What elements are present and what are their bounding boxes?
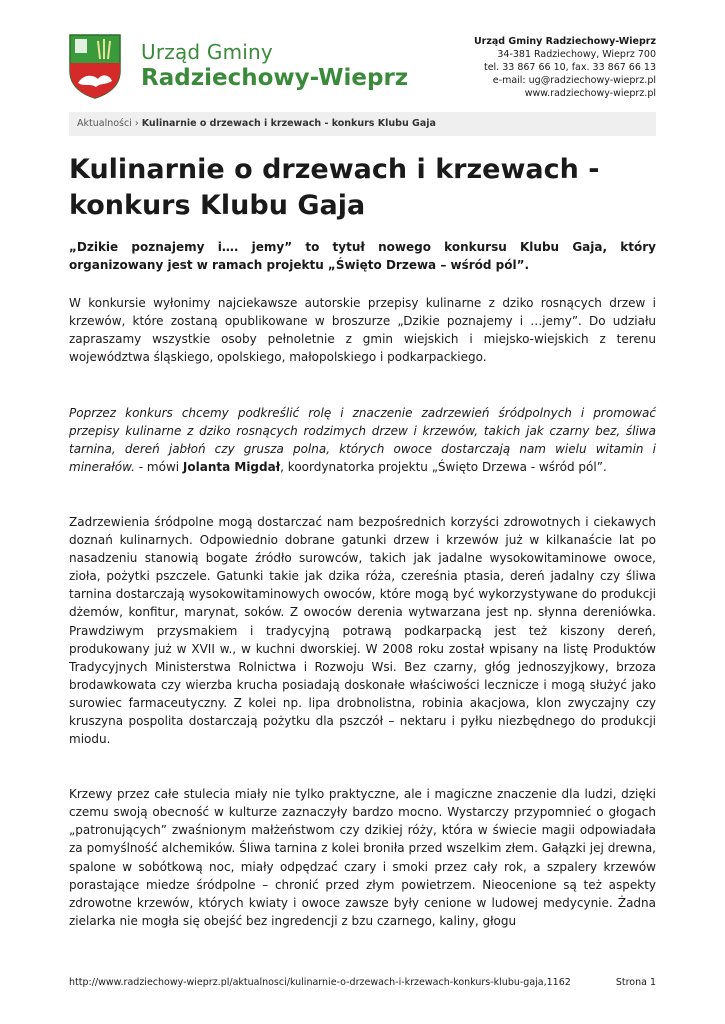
quote-text: Poprzez konkurs chcemy podkreślić rolę i znaczenie zadrzewień śródpolnych i promować przepisy kulinarne z dziko rosnących rodzimych drzew i krzewów, takich jak czarny bez, śliwa tarnina, dereń jabłoń czy grusza polna, których owoce dostarczają nam wielu witamin i minerałów. xyxy=(69,405,656,474)
contact-website[interactable]: www.radziechowy-wieprz.pl xyxy=(524,88,656,99)
breadcrumb xyxy=(69,112,656,136)
breadcrumb-separator: › xyxy=(134,118,139,129)
article-paragraph: W konkursie wyłonimy najciekawsze autorskie przepisy kulinarne z dziko rosnących drzew i krzewów, które zostaną opublikowane w broszurze „Dzikie poznajemy i …jemy”. Do udziału zapraszamy wszystkie osoby pełnoletnie z gmin wiejskich i miejsko-wiejskich z terenu województwa śląskiego, opolskiego, małopolskiego i podkarpackiego. xyxy=(69,296,656,365)
breadcrumb-parent-link[interactable]: Aktualności xyxy=(77,118,132,129)
coat-of-arms-icon xyxy=(68,33,122,99)
article-lead: „Dzikie poznajemy i…. jemy” to tytuł nowego konkursu Klubu Gaja, który organizowany jest w ramach projektu „Święto Drzewa – wśród pól”. xyxy=(69,240,656,273)
article-quote xyxy=(69,404,656,476)
contact-phone: tel. 33 867 66 10, fax. 33 867 66 13 xyxy=(483,62,656,73)
quote-author: Jolanta Migdał xyxy=(182,459,281,474)
site-logo[interactable] xyxy=(68,33,409,99)
quote-says: - mówi xyxy=(134,459,183,474)
contact-address: 34-381 Radziechowy, Wieprz 700 xyxy=(497,49,656,60)
article-paragraph: Zadrzewienia śródpolne mogą dostarczać nam bezpośrednich korzyści zdrowotnych i ciekawych doznań kulinarnych. Odpowiednio dobrane gatunki drzew i krzewów już w kilkanaście lat po nasadzeniu stanowią bogate źródło surowców, takich jak jadalne wysokowitaminowe owoce, zioła, pożytki pszczele. Gatunki takie jak dzika róża, czereśnia ptasia, dereń jadalny czy śliwa tarnina dostarczają wysokowitaminowych owoców, które mogą być wykorzystywane do produkcji dżemów, konfitur, marynat, soków. Z owoców derenia wytwarzana jest np. słynna dereniówka. Prawdziwym przysmakiem i tradycyjną potrawą podkarpacką jest też kiszony dereń, produkowany już w XVII w., w kuchni dworskiej. W 2008 roku został wpisany na listę Produktów Tradycyjnych Ministerstwa Rolnictwa i Rozwoju Wsi. Bez czarny, głóg jednoszyjkowy, brzoza brodawkowata czy wierzba krucha posiadają doskonałe właściwości lecznicze i mogą służyć jako surowiec farmaceutyczny. Z kolei np. lipa drobnolistna, robinia akacjowa, klon zwyczajny czy kruszyna pospolita dostarczają pożytku dla pszczół – nektaru i pyłku niezbędnego do produkcji miodu. xyxy=(69,514,656,747)
logo-text-line2: Radziechowy-Wieprz xyxy=(141,65,409,91)
page-number: Strona 1 xyxy=(615,977,656,988)
article-paragraph: Krzewy przez całe stulecia miały nie tylko praktyczne, ale i magiczne znaczenie dla ludzi, dzięki czemu swoją obecność w kulturze zaznaczyły bardzo mocno. Wystarczy przypomnieć o głogach „patronujących” zwaśnionym małżeństwom czy dzikiej róży, która w świecie magii odpowiadała za pomyślność alchemików. Śliwa tarnina z kolei broniła przed wszelkim złem. Gałązki jej drewna, spalone w sobótkową noc, miały odpędzać czary i smoki przez cały rok, a szpalery krzewów porastające miedze śródpolne – chronić przed złym powietrzem. Nieocenione są też aspekty zdrowotne krzewów, których kwiaty i owoce zawsze były cenione w ludowej medycynie. Żadna zielarka nie mogła się obejść bez ingredencji z bzu czarnego, kaliny, głogu xyxy=(69,787,656,928)
quote-role: , koordynatorka projektu „Święto Drzewa - wśród pól”. xyxy=(280,459,607,474)
logo-text-line1: Urząd Gminy xyxy=(141,40,273,64)
contact-email[interactable]: e-mail: ug@radziechowy-wieprz.pl xyxy=(492,75,656,86)
breadcrumb-current: Kulinarnie o drzewach i krzewach - konkurs Klubu Gaja xyxy=(141,118,436,129)
page-title: Kulinarnie o drzewach i krzewach - konkurs Klubu Gaja xyxy=(69,154,600,221)
contact-org: Urząd Gminy Radziechowy-Wieprz xyxy=(473,36,656,47)
page-header xyxy=(0,0,725,110)
footer-url[interactable]: http://www.radziechowy-wieprz.pl/aktualnosci/kulinarnie-o-drzewach-i-krzewach-konkurs-klubu-gaja,1162 xyxy=(69,977,571,988)
contact-info xyxy=(474,35,656,100)
article-body xyxy=(69,238,656,930)
